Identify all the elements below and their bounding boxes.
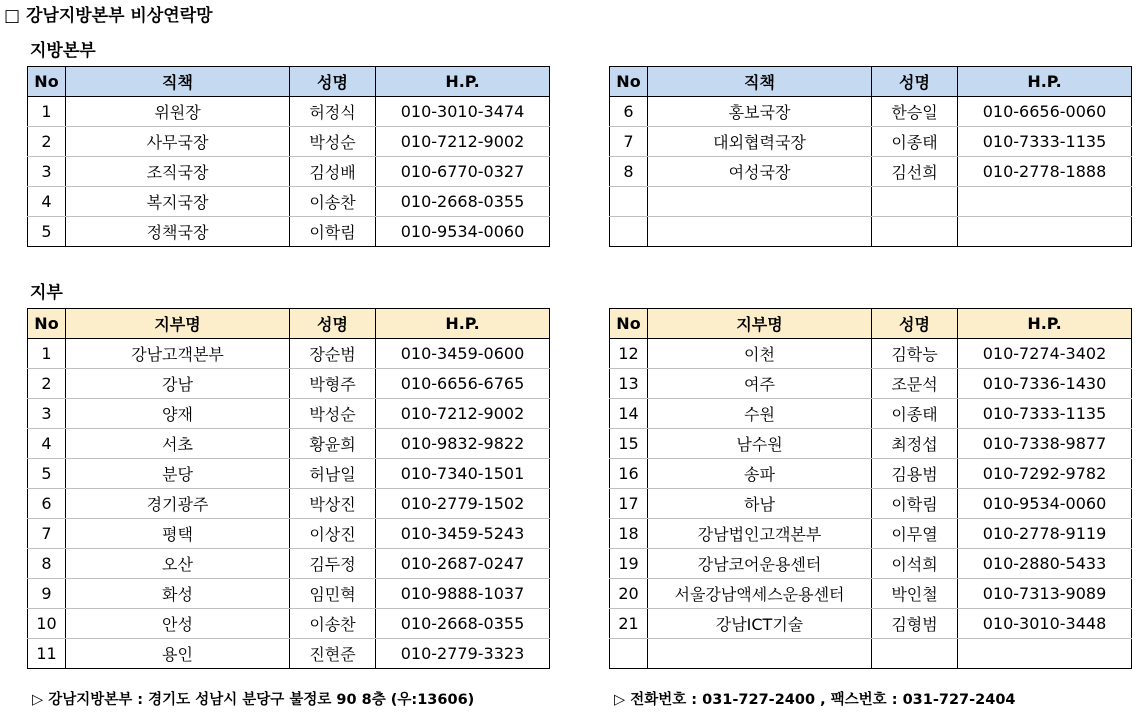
cell-name: 박성순 xyxy=(290,127,376,157)
table-row xyxy=(610,217,1132,247)
cell-name: 한승일 xyxy=(872,97,958,127)
cell-name: 이송찬 xyxy=(290,187,376,217)
footer-address: ▷ 강남지방본부 : 경기도 성남시 분당구 불정로 90 8층 (우:13606) xyxy=(32,692,475,708)
cell-no: 3 xyxy=(28,399,66,429)
cell-name: 김학능 xyxy=(872,339,958,369)
cell-phone: 010-7338-9877 xyxy=(958,429,1132,459)
cell-title: 홍보국장 xyxy=(648,97,872,127)
cell-name: 박형주 xyxy=(290,369,376,399)
cell-no: 13 xyxy=(610,369,648,399)
cell-phone: 010-3010-3448 xyxy=(958,609,1132,639)
cell-name xyxy=(872,639,958,669)
cell-phone: 010-2778-1888 xyxy=(958,157,1132,187)
cell-title: 강남 xyxy=(66,369,290,399)
cell-no: 12 xyxy=(610,339,648,369)
table-row xyxy=(610,97,1132,127)
cell-phone: 010-9888-1037 xyxy=(376,579,550,609)
header-position: 직책 xyxy=(648,67,872,97)
cell-no: 19 xyxy=(610,549,648,579)
table-row xyxy=(28,429,550,459)
hq-table-left xyxy=(27,66,550,247)
cell-no: 2 xyxy=(28,369,66,399)
cell-title: 강남ICT기술 xyxy=(648,609,872,639)
cell-title: 서울강남액세스운용센터 xyxy=(648,579,872,609)
header-name: 성명 xyxy=(290,67,376,97)
header-no: No xyxy=(610,67,648,97)
cell-name: 박인철 xyxy=(872,579,958,609)
cell-no: 21 xyxy=(610,609,648,639)
cell-title xyxy=(648,187,872,217)
cell-name: 황윤희 xyxy=(290,429,376,459)
cell-title: 수원 xyxy=(648,399,872,429)
hq-table-right xyxy=(609,66,1132,247)
cell-name: 김용범 xyxy=(872,459,958,489)
cell-name: 이무열 xyxy=(872,519,958,549)
cell-no: 8 xyxy=(28,549,66,579)
cell-name: 조문석 xyxy=(872,369,958,399)
table-row xyxy=(610,579,1132,609)
cell-phone: 010-7336-1430 xyxy=(958,369,1132,399)
cell-no: 17 xyxy=(610,489,648,519)
cell-no: 7 xyxy=(28,519,66,549)
cell-phone: 010-3459-5243 xyxy=(376,519,550,549)
table-row xyxy=(610,127,1132,157)
cell-title: 사무국장 xyxy=(66,127,290,157)
section-title-branches: 지부 xyxy=(30,283,63,303)
cell-phone: 010-2779-1502 xyxy=(376,489,550,519)
table-row xyxy=(610,187,1132,217)
cell-title: 정책국장 xyxy=(66,217,290,247)
table-row xyxy=(28,97,550,127)
cell-title: 오산 xyxy=(66,549,290,579)
cell-no: 8 xyxy=(610,157,648,187)
cell-title: 서초 xyxy=(66,429,290,459)
cell-phone: 010-6656-0060 xyxy=(958,97,1132,127)
page-title: □ 강남지방본부 비상연락망 xyxy=(4,6,213,26)
cell-no: 4 xyxy=(28,429,66,459)
cell-title: 여성국장 xyxy=(648,157,872,187)
cell-name: 이종태 xyxy=(872,127,958,157)
cell-no: 14 xyxy=(610,399,648,429)
table-row xyxy=(610,609,1132,639)
cell-name: 진현준 xyxy=(290,639,376,669)
cell-phone: 010-7212-9002 xyxy=(376,399,550,429)
cell-no: 6 xyxy=(28,489,66,519)
cell-title xyxy=(648,217,872,247)
branch-table-left xyxy=(27,308,550,669)
header-phone: H.P. xyxy=(376,67,550,97)
cell-name: 허남일 xyxy=(290,459,376,489)
cell-title xyxy=(648,639,872,669)
cell-phone: 010-6656-6765 xyxy=(376,369,550,399)
cell-name: 김두정 xyxy=(290,549,376,579)
table-row xyxy=(28,639,550,669)
footer-contact: ▷ 전화번호 : 031-727-2400 , 팩스번호 : 031-727-2404 xyxy=(614,692,1016,708)
table-row xyxy=(28,217,550,247)
cell-title: 평택 xyxy=(66,519,290,549)
table-row xyxy=(610,429,1132,459)
cell-no: 5 xyxy=(28,217,66,247)
cell-name: 장순범 xyxy=(290,339,376,369)
cell-name: 허정식 xyxy=(290,97,376,127)
table-row xyxy=(610,157,1132,187)
table-row xyxy=(610,399,1132,429)
header-branch: 지부명 xyxy=(648,309,872,339)
table-row xyxy=(28,549,550,579)
cell-phone: 010-7212-9002 xyxy=(376,127,550,157)
cell-phone: 010-7313-9089 xyxy=(958,579,1132,609)
cell-phone: 010-2778-9119 xyxy=(958,519,1132,549)
table-row xyxy=(28,489,550,519)
cell-phone xyxy=(958,639,1132,669)
cell-no: 9 xyxy=(28,579,66,609)
table-row xyxy=(28,609,550,639)
cell-phone: 010-2880-5433 xyxy=(958,549,1132,579)
cell-phone: 010-6770-0327 xyxy=(376,157,550,187)
cell-phone: 010-9832-9822 xyxy=(376,429,550,459)
table-row xyxy=(28,369,550,399)
header-name: 성명 xyxy=(290,309,376,339)
cell-phone: 010-3459-0600 xyxy=(376,339,550,369)
section-title-hq: 지방본부 xyxy=(30,41,96,61)
cell-title: 용인 xyxy=(66,639,290,669)
cell-name: 임민혁 xyxy=(290,579,376,609)
cell-title: 경기광주 xyxy=(66,489,290,519)
table-row xyxy=(610,549,1132,579)
cell-no: 10 xyxy=(28,609,66,639)
table-row xyxy=(28,399,550,429)
cell-no: 6 xyxy=(610,97,648,127)
cell-title: 분당 xyxy=(66,459,290,489)
header-branch: 지부명 xyxy=(66,309,290,339)
header-position: 직책 xyxy=(66,67,290,97)
table-row xyxy=(28,127,550,157)
cell-title: 이천 xyxy=(648,339,872,369)
cell-title: 화성 xyxy=(66,579,290,609)
header-phone: H.P. xyxy=(958,67,1132,97)
cell-name: 박성순 xyxy=(290,399,376,429)
header-no: No xyxy=(28,67,66,97)
header-phone: H.P. xyxy=(376,309,550,339)
cell-title: 여주 xyxy=(648,369,872,399)
cell-name xyxy=(872,187,958,217)
cell-name: 이송찬 xyxy=(290,609,376,639)
cell-name: 이학림 xyxy=(872,489,958,519)
cell-no: 18 xyxy=(610,519,648,549)
cell-title: 대외협력국장 xyxy=(648,127,872,157)
cell-phone: 010-7340-1501 xyxy=(376,459,550,489)
cell-name: 박상진 xyxy=(290,489,376,519)
cell-name: 최정섭 xyxy=(872,429,958,459)
cell-no: 4 xyxy=(28,187,66,217)
header-no: No xyxy=(610,309,648,339)
cell-no xyxy=(610,187,648,217)
cell-title: 복지국장 xyxy=(66,187,290,217)
cell-no: 3 xyxy=(28,157,66,187)
header-no: No xyxy=(28,309,66,339)
cell-name: 김성배 xyxy=(290,157,376,187)
cell-phone: 010-7333-1135 xyxy=(958,399,1132,429)
cell-name: 이학림 xyxy=(290,217,376,247)
cell-name: 이석희 xyxy=(872,549,958,579)
cell-no: 1 xyxy=(28,97,66,127)
cell-title: 강남법인고객본부 xyxy=(648,519,872,549)
cell-no xyxy=(610,639,648,669)
header-name: 성명 xyxy=(872,67,958,97)
table-row xyxy=(28,459,550,489)
cell-no: 20 xyxy=(610,579,648,609)
cell-title: 송파 xyxy=(648,459,872,489)
cell-no: 1 xyxy=(28,339,66,369)
table-row xyxy=(610,519,1132,549)
cell-no: 16 xyxy=(610,459,648,489)
header-name: 성명 xyxy=(872,309,958,339)
cell-name: 김형범 xyxy=(872,609,958,639)
cell-name: 김선희 xyxy=(872,157,958,187)
cell-title: 양재 xyxy=(66,399,290,429)
branch-table-right xyxy=(609,308,1132,669)
cell-phone: 010-9534-0060 xyxy=(958,489,1132,519)
cell-phone: 010-2687-0247 xyxy=(376,549,550,579)
cell-no: 2 xyxy=(28,127,66,157)
cell-title: 남수원 xyxy=(648,429,872,459)
cell-title: 안성 xyxy=(66,609,290,639)
table-row xyxy=(610,639,1132,669)
table-row xyxy=(610,459,1132,489)
cell-no xyxy=(610,217,648,247)
cell-phone: 010-2779-3323 xyxy=(376,639,550,669)
cell-name: 이종태 xyxy=(872,399,958,429)
cell-phone: 010-7292-9782 xyxy=(958,459,1132,489)
cell-phone: 010-9534-0060 xyxy=(376,217,550,247)
cell-name: 이상진 xyxy=(290,519,376,549)
header-phone: H.P. xyxy=(958,309,1132,339)
table-row xyxy=(28,519,550,549)
cell-no: 11 xyxy=(28,639,66,669)
cell-phone: 010-3010-3474 xyxy=(376,97,550,127)
cell-name xyxy=(872,217,958,247)
cell-phone: 010-2668-0355 xyxy=(376,609,550,639)
cell-no: 5 xyxy=(28,459,66,489)
cell-title: 강남코어운용센터 xyxy=(648,549,872,579)
table-row xyxy=(28,157,550,187)
cell-title: 위원장 xyxy=(66,97,290,127)
cell-title: 하남 xyxy=(648,489,872,519)
cell-no: 7 xyxy=(610,127,648,157)
cell-phone: 010-7333-1135 xyxy=(958,127,1132,157)
cell-phone: 010-7274-3402 xyxy=(958,339,1132,369)
table-row xyxy=(610,489,1132,519)
cell-phone: 010-2668-0355 xyxy=(376,187,550,217)
cell-phone xyxy=(958,217,1132,247)
table-row xyxy=(28,339,550,369)
table-row xyxy=(610,369,1132,399)
cell-no: 15 xyxy=(610,429,648,459)
cell-phone xyxy=(958,187,1132,217)
table-row xyxy=(610,339,1132,369)
cell-title: 조직국장 xyxy=(66,157,290,187)
table-row xyxy=(28,187,550,217)
table-row xyxy=(28,579,550,609)
cell-title: 강남고객본부 xyxy=(66,339,290,369)
